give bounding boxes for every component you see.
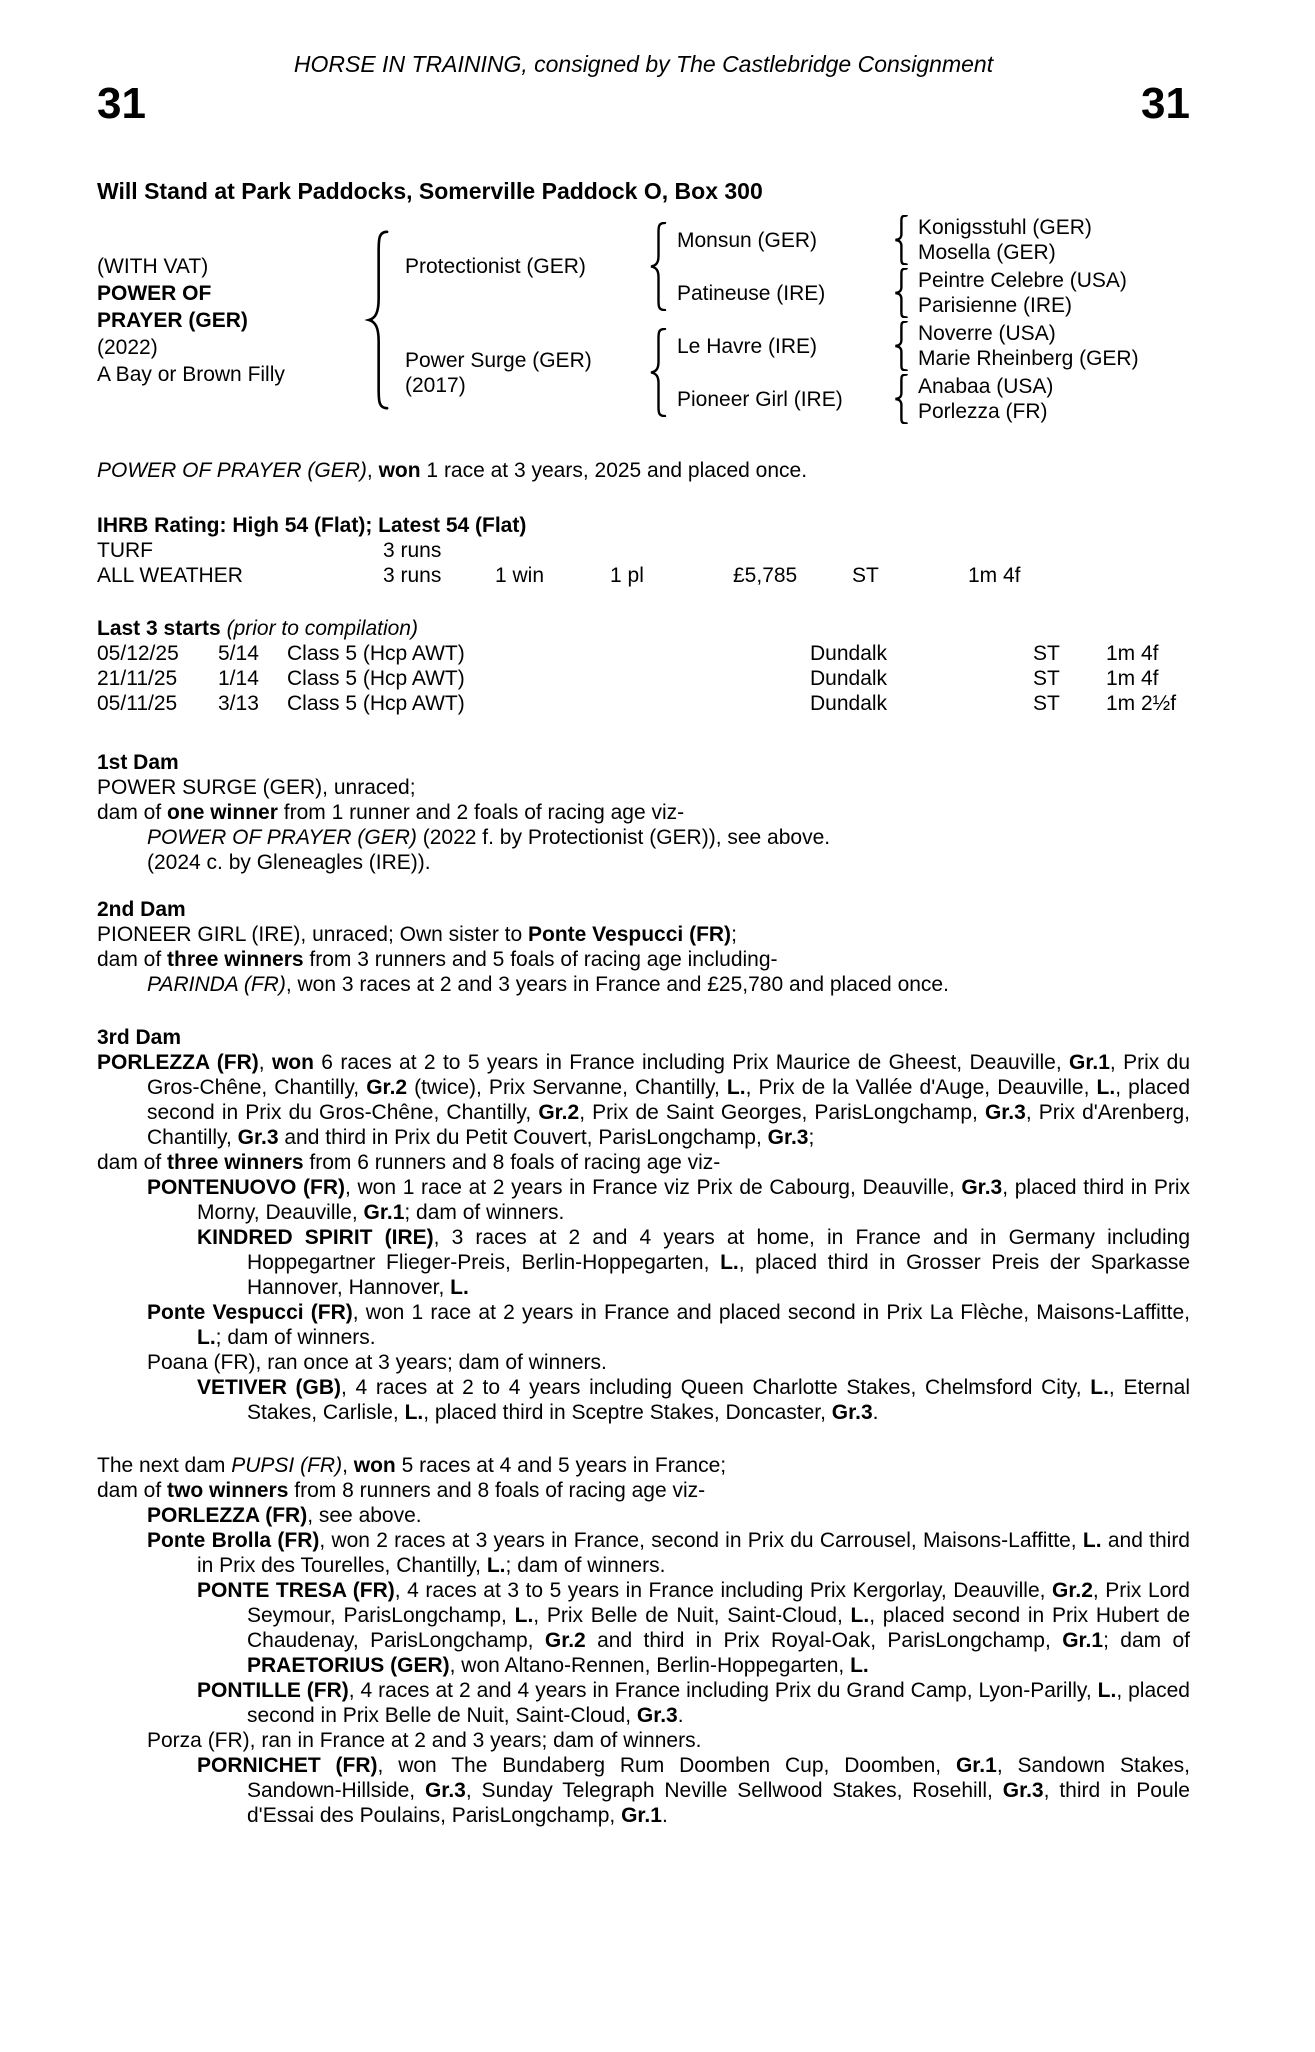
subject-year-foaled: (2022) bbox=[97, 336, 158, 359]
start-going: ST bbox=[1033, 692, 1060, 715]
pedigree-paragraph: dam of one winner from 1 runner and 2 foals of racing age viz- bbox=[97, 801, 685, 824]
start-distance: 1m 2½f bbox=[1106, 692, 1177, 715]
lot-number-row bbox=[97, 81, 1190, 127]
record-wins: 1 win bbox=[495, 564, 545, 587]
pedigree-paragraph: POWER SURGE (GER), unraced; bbox=[97, 776, 416, 799]
rating-line: IHRB Rating: High 54 (Flat); Latest 54 (Flat) bbox=[97, 514, 527, 537]
start-row bbox=[97, 666, 1190, 691]
start-race: Class 5 (Hcp AWT) bbox=[287, 667, 465, 690]
pedigree-paragraph: (2024 c. by Gleneagles (IRE)). bbox=[147, 851, 431, 874]
great-grandparent-7: Anabaa (USA) bbox=[918, 375, 1054, 398]
start-date: 05/12/25 bbox=[97, 642, 179, 665]
section-heading: 1st Dam bbox=[97, 751, 179, 774]
great-grandparent-3: Peintre Celebre (USA) bbox=[918, 269, 1127, 292]
gg-brace-3 bbox=[893, 321, 909, 371]
start-position: 5/14 bbox=[218, 642, 259, 665]
subject-name-line1: POWER OF bbox=[97, 282, 212, 305]
last-starts-title bbox=[97, 616, 1190, 641]
pedigree-paragraph: PONTENUOVO (FR), won 1 race at 2 years in France viz Prix de Cabourg, Deauville, Gr.3, placed third in Prix Morny, Deauville, Gr.1; dam of winners. bbox=[147, 1176, 1190, 1224]
grandsire-1: Monsun (GER) bbox=[677, 229, 818, 252]
start-distance: 1m 4f bbox=[1106, 642, 1159, 665]
section-1st-dam bbox=[97, 750, 1190, 875]
start-row bbox=[97, 641, 1190, 666]
pedigree-paragraph: KINDRED SPIRIT (IRE), 3 races at 2 and 4 years at home, in France and in Germany including Hoppegartner Flieger-Preis, Berlin-Hoppegarten, L., placed third in Grosser Preis der Sparkasse Hannover, Hannover, L. bbox=[197, 1226, 1191, 1299]
lot-number-left: 31 bbox=[97, 79, 146, 128]
record-going bbox=[852, 538, 968, 563]
record-distance bbox=[968, 538, 1190, 563]
start-position: 3/13 bbox=[218, 692, 259, 715]
great-grandparent-4: Parisienne (IRE) bbox=[918, 294, 1073, 317]
section-2nd-dam bbox=[97, 897, 1190, 997]
record-row-turf bbox=[97, 538, 1190, 563]
last-starts-section bbox=[97, 616, 1190, 716]
pedigree-paragraph: PIONEER GIRL (IRE), unraced; Own sister to Ponte Vespucci (FR); bbox=[97, 923, 737, 946]
gg-brace-4 bbox=[893, 374, 909, 424]
lot-number-right: 31 bbox=[1141, 79, 1190, 128]
dam-brace bbox=[648, 328, 668, 417]
section-heading: 2nd Dam bbox=[97, 898, 186, 921]
record-row-all-weather bbox=[97, 563, 1190, 588]
record-places bbox=[610, 538, 733, 563]
stand-location-line: Will Stand at Park Paddocks, Somerville Paddock O, Box 300 bbox=[97, 178, 763, 204]
record-earnings: £5,785 bbox=[733, 564, 798, 587]
start-course: Dundalk bbox=[810, 642, 888, 665]
pedigree-paragraph: POWER OF PRAYER (GER) (2022 f. by Protectionist (GER)), see above. bbox=[147, 826, 831, 849]
subject-name-line2: PRAYER (GER) bbox=[97, 309, 248, 332]
great-grandparent-5: Noverre (USA) bbox=[918, 322, 1056, 345]
subject-colour-sex: A Bay or Brown Filly bbox=[97, 363, 285, 386]
section-next-dam bbox=[97, 1453, 1190, 1828]
section-heading: 3rd Dam bbox=[97, 1026, 182, 1049]
pedigree-tree bbox=[97, 212, 1190, 430]
start-date: 05/11/25 bbox=[97, 692, 178, 715]
pedigree-paragraph: Ponte Vespucci (FR), won 1 race at 2 years in France and placed second in Prix La Flèche, Maisons-Laffitte, L.; dam of winners. bbox=[147, 1301, 1190, 1349]
start-row bbox=[97, 691, 1190, 716]
dam-name: Power Surge (GER) bbox=[405, 349, 592, 372]
last-starts-note: (prior to compilation) bbox=[226, 617, 418, 640]
race-summary: POWER OF PRAYER (GER), won 1 race at 3 years, 2025 and placed once. bbox=[97, 459, 808, 482]
start-going: ST bbox=[1033, 667, 1060, 690]
pedigree-paragraph: PORLEZZA (FR), see above. bbox=[147, 1504, 422, 1527]
great-grandparent-1: Konigsstuhl (GER) bbox=[918, 216, 1092, 239]
start-distance: 1m 4f bbox=[1106, 667, 1159, 690]
start-course: Dundalk bbox=[810, 667, 888, 690]
sire-brace bbox=[648, 222, 668, 311]
pedigree-main-brace bbox=[365, 230, 391, 410]
pedigree-paragraph: Porza (FR), ran in France at 2 and 3 years; dam of winners. bbox=[147, 1729, 702, 1752]
start-position: 1/14 bbox=[218, 667, 259, 690]
pedigree-paragraph: dam of two winners from 8 runners and 8 foals of racing age viz- bbox=[97, 1479, 706, 1502]
pedigree-paragraph: PONTE TRESA (FR), 4 races at 3 to 5 years in France including Prix Kergorlay, Deauville, Gr.2, Prix Lord Seymour, ParisLongchamp, L., Prix Belle de Nuit, Saint-Cloud, L., placed second in Prix Hubert de Chaudenay, ParisLongchamp, Gr.2 and third in Prix Royal-Oak, ParisLongchamp, Gr.1; dam of PRAETORIUS (GER), won Altano-Rennen, Berlin-Hoppegarten, L. bbox=[197, 1579, 1190, 1677]
pedigree-paragraph: PONTILLE (FR), 4 races at 2 and 4 years in France including Prix du Grand Camp, Lyon-Parilly, L., placed second in Prix Belle de Nuit, Saint-Cloud, Gr.3. bbox=[197, 1679, 1190, 1727]
great-grandparent-2: Mosella (GER) bbox=[918, 241, 1056, 264]
start-race: Class 5 (Hcp AWT) bbox=[287, 642, 465, 665]
pedigree-paragraph: dam of three winners from 6 runners and 8 foals of racing age viz- bbox=[97, 1151, 721, 1174]
great-grandparent-8: Porlezza (FR) bbox=[918, 400, 1048, 423]
gg-brace-2 bbox=[893, 268, 909, 318]
pedigree-paragraph: The next dam PUPSI (FR), won 5 races at 4 and 5 years in France; bbox=[97, 1454, 727, 1477]
catalogue-page bbox=[0, 52, 1315, 2052]
start-race: Class 5 (Hcp AWT) bbox=[287, 692, 465, 715]
granddam-2: Pioneer Girl (IRE) bbox=[677, 388, 843, 411]
dam-year: (2017) bbox=[405, 374, 466, 397]
great-grandparent-6: Marie Rheinberg (GER) bbox=[918, 347, 1139, 370]
pedigree-paragraph: dam of three winners from 3 runners and 5 foals of racing age including- bbox=[97, 948, 778, 971]
record-surface: TURF bbox=[97, 539, 153, 562]
last-starts-title-text: Last 3 starts bbox=[97, 617, 221, 640]
vat-note: (WITH VAT) bbox=[97, 255, 209, 278]
pedigree-paragraph: Poana (FR), ran once at 3 years; dam of winners. bbox=[147, 1351, 607, 1374]
record-places: 1 pl bbox=[610, 564, 644, 587]
consignment-header: HORSE IN TRAINING, consigned by The Castlebridge Consignment bbox=[293, 51, 994, 77]
pedigree-paragraph: PORLEZZA (FR), won 6 races at 2 to 5 years in France including Prix Maurice de Gheest, Deauville, Gr.1, Prix du Gros-Chêne, Chantilly, Gr.2 (twice), Prix Servanne, Chantilly, L., Prix de la Vallée d'Auge, Deauville, L., placed second in Prix du Gros-Chêne, Chantilly, Gr.2, Prix de Saint Georges, ParisLongchamp, Gr.3, Prix d'Arenberg, Chantilly, Gr.3 and third in Prix du Petit Couvert, ParisLongchamp, Gr.3; bbox=[97, 1051, 1191, 1149]
pedigree-paragraph: Ponte Brolla (FR), won 2 races at 3 years in France, second in Prix du Carrousel, Maisons-Laffitte, L. and third in Prix des Tourelles, Chantilly, L.; dam of winners. bbox=[147, 1529, 1190, 1577]
pedigree-paragraph: PORNICHET (FR), won The Bundaberg Rum Doomben Cup, Doomben, Gr.1, Sandown Stakes, Sandown-Hillside, Gr.3, Sunday Telegraph Neville Sellwood Stakes, Rosehill, Gr.3, third in Poule d'Essai des Poulains, ParisLongchamp, Gr.1. bbox=[197, 1754, 1190, 1827]
record-going: ST bbox=[852, 564, 879, 587]
record-earnings bbox=[733, 538, 852, 563]
granddam-1: Patineuse (IRE) bbox=[677, 282, 826, 305]
record-distance: 1m 4f bbox=[968, 564, 1021, 587]
grandsire-2: Le Havre (IRE) bbox=[677, 335, 818, 358]
start-course: Dundalk bbox=[810, 692, 888, 715]
record-wins bbox=[495, 538, 610, 563]
record-runs: 3 runs bbox=[383, 539, 442, 562]
start-date: 21/11/25 bbox=[97, 667, 178, 690]
section-3rd-dam bbox=[97, 1025, 1190, 1425]
gg-brace-1 bbox=[893, 215, 909, 265]
sire-name: Protectionist (GER) bbox=[405, 255, 586, 278]
pedigree-paragraph: VETIVER (GB), 4 races at 2 to 4 years including Queen Charlotte Stakes, Chelmsford City, L., Eternal Stakes, Carlisle, L., placed third in Sceptre Stakes, Doncaster, Gr.3. bbox=[197, 1376, 1190, 1424]
record-surface: ALL WEATHER bbox=[97, 564, 243, 587]
start-going: ST bbox=[1033, 642, 1060, 665]
pedigree-paragraph: PARINDA (FR), won 3 races at 2 and 3 years in France and £25,780 and placed once. bbox=[147, 973, 949, 996]
record-runs: 3 runs bbox=[383, 564, 442, 587]
